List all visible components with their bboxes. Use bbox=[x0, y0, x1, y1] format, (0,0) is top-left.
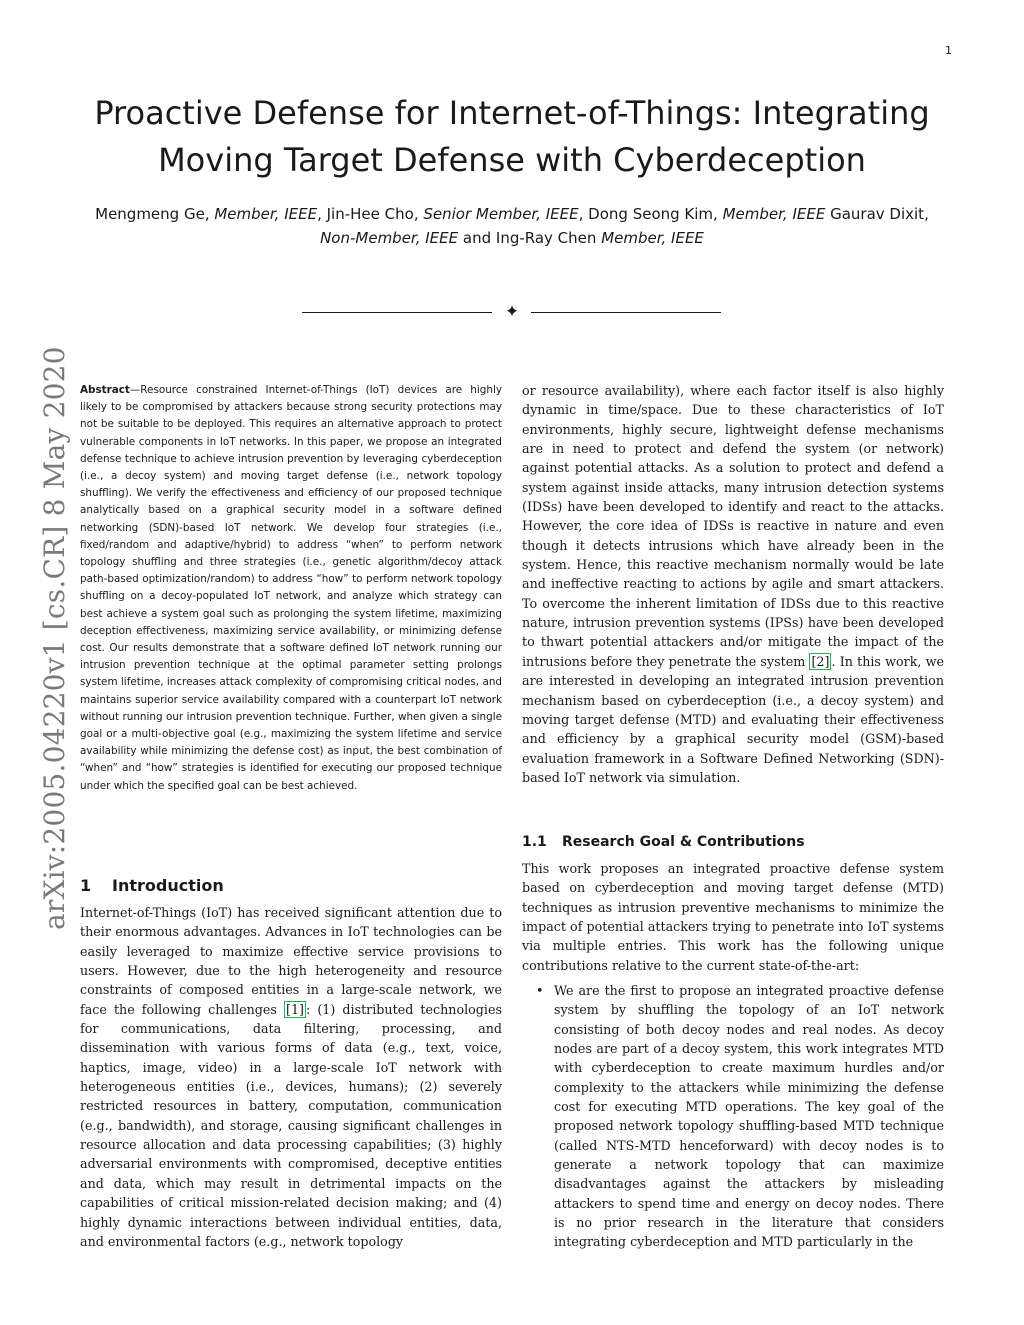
paragraph-text: Internet-of-Things (IoT) has received significant attention due to their enormous advantages. Advances in IoT technologies can be easily leveraged to maximize effective service provisions to users. However, due to the high heterogeneity and resource constraints of composed entities in a large-scale network, we face the following challenges bbox=[80, 905, 502, 1017]
author-role: Non-Member, IEEE bbox=[320, 229, 459, 247]
page-number: 1 bbox=[945, 44, 952, 57]
subsection-number: 1.1 bbox=[522, 834, 547, 850]
author-name: Jin-Hee Cho bbox=[326, 205, 414, 223]
paper-title: Proactive Defense for Internet-of-Things: Integrating Moving Target Defense with Cyberdeception bbox=[94, 94, 930, 179]
author-role: Senior Member, IEEE bbox=[423, 205, 579, 223]
introduction-paragraph bbox=[80, 903, 502, 1251]
author-name: Mengmeng Ge bbox=[95, 205, 205, 223]
divider-star-icon: ✦ bbox=[504, 302, 520, 322]
research-goal-paragraph: This work proposes an integrated proactive defense system based on cyberdeception and moving target defense (MTD) techniques as intrusion preventive mechanisms to minimize the impact of potential attackers trying to penetrate into IoT systems via multiple entries. This work has the following unique contributions relative to the current state-of-the-art: bbox=[522, 861, 944, 973]
author-name: Ing-Ray Chen bbox=[495, 229, 597, 247]
bullet-icon: • bbox=[536, 983, 544, 998]
abstract bbox=[80, 382, 502, 795]
section-heading-introduction bbox=[80, 876, 224, 895]
section-title: Introduction bbox=[112, 876, 224, 895]
author-role: Member, IEEE bbox=[601, 229, 704, 247]
divider-line-left bbox=[302, 312, 492, 313]
paragraph-text: or resource availability), where each factor itself is also highly dynamic in time/space. Due to these characteristics of IoT environments, highly secure, lightweight defense mechanisms are in need to protect and defend the system (or network) against potential attacks. As a solution to protect and defend a system against inside attacks, many intrusion detection systems (IDSs) have been developed to identify and react to the attacks. However, the core idea of IDSs is reactive in nature and even though it detects intrusions which have already been in the system. Hence, this reactive mechanism normally would be late and ineffective reacting to actions by agile and smart attackers. To overcome the inherent limitation of IDSs due to this reactive nature, intrusion prevention systems (IPSs) have been developed to thwart potential attackers and/or mitigate the impact of the intrusions before they penetrate the system bbox=[522, 383, 944, 669]
introduction-paragraph-continued bbox=[522, 381, 944, 787]
divider-line-right bbox=[531, 312, 721, 313]
subsection-title: Research Goal & Contributions bbox=[562, 834, 805, 850]
subsection-heading-research-goal bbox=[522, 834, 805, 850]
paragraph-text: : (1) distributed technologies for communications, data filtering, processing, and dissemination with various forms of data (e.g., text, voice, haptics, image, video) in a large-scale IoT network with heterogeneous entities (i.e., devices, humans); (2) severely restricted resources in battery, computation, communication (e.g., bandwidth), and storage, causing significant challenges in resource allocation and data processing capabilities; (3) highly adversarial environments with compromised, deceptive entities and data, which may result in detrimental impacts on the capabilities of critical mission-related decision making; and (4) highly dynamic interactions between individual entities, data, and environmental factors (e.g., network topology bbox=[80, 1001, 502, 1249]
author-list: Mengmeng Ge, Member, IEEE, Jin-Hee Cho, Senior Member, IEEE, Dong Seong Kim, Member, IEEE Gaurav Dixit, Non-Member, IEEE and Ing-Ray Chen Member, IEEE bbox=[95, 205, 929, 247]
citation-link[interactable]: [1] bbox=[286, 1001, 304, 1017]
author-role: Member, IEEE bbox=[214, 205, 318, 223]
paragraph-text: . In this work, we are interested in developing an integrated intrusion prevention mechanism based on cyberdeception (i.e., a decoy system) and moving target defense (MTD) and evaluating their effectiveness and efficiency by a graphical security model (GSM)-based evaluation framework in a Software Defined Networking (SDN)-based IoT network via simulation. bbox=[522, 653, 945, 785]
citation-link[interactable]: [2] bbox=[811, 653, 830, 669]
section-number: 1 bbox=[80, 876, 92, 895]
author-name: Gaurav Dixit bbox=[830, 205, 925, 223]
list-item bbox=[522, 981, 944, 1252]
author-name: Dong Seong Kim bbox=[588, 205, 714, 223]
contributions-list bbox=[522, 981, 944, 1252]
author-role: Member, IEEE bbox=[722, 205, 826, 223]
list-item-text: We are the first to propose an integrated proactive defense system by shuffling the topology of an IoT network consisting of both decoy nodes and real nodes. As decoy nodes are part of a decoy system, this work integrates MTD with cyberdeception to create maximum hurdles and/or complexity to the attackers while minimizing the defense cost for executing MTD operations. The key goal of the proposed network topology shuffling-based MTD technique (called NTS-MTD henceforward) with decoy nodes is to generate a network topology that can maximize disadvantages against the attackers by misleading attackers to spend time and energy on decoy nodes. There is no prior research in the literature that considers integrating cyberdeception and MTD particularly in the bbox=[554, 983, 944, 1250]
arxiv-identifier: arXiv:2005.04220v1 [cs.CR] 8 May 2020 bbox=[38, 346, 71, 930]
abstract-label: Abstract bbox=[80, 384, 130, 396]
abstract-text: —Resource constrained Internet-of-Things (IoT) devices are highly likely to be compromised by attackers because strong security protections may not be suitable to be deployed. This requires an alternative approach to protect vulnerable components in IoT networks. In this paper, we propose an integrated defense technique to achieve intrusion prevention by leveraging cyberdeception (i.e., a decoy system) and moving target defense (i.e., network topology shuffling). We verify the effectiveness and efficiency of our proposed technique analytically based on a graphical security model in a software defined networking (SDN)-based IoT network. We develop four strategies (i.e., fixed/random and adaptive/hybrid) to address “when” to perform network topology shuffling and three strategies (i.e., genetic algorithm/decoy attack path-based optimization/random) to address “how” to perform network topology shuffling on a decoy-populated IoT network, and analyze which strategy can best achieve a system goal such as prolonging the system lifetime, maximizing deception effectiveness, maximizing service availability, or minimizing defense cost. Our results demonstrate that a software defined IoT network running our intrusion prevention technique at the optimal parameter setting prolongs system lifetime, increases attack complexity of compromising critical nodes, and maintains superior service availability compared with a counterpart IoT network without running our intrusion prevention technique. Further, when given a single goal or a multi-objective goal (e.g., maximizing the system lifetime and service availability while minimizing the defense cost) as input, the best combination of “when” and “how” strategies is identified for executing our proposed technique under which the specified goal can be best achieved. bbox=[80, 384, 502, 792]
